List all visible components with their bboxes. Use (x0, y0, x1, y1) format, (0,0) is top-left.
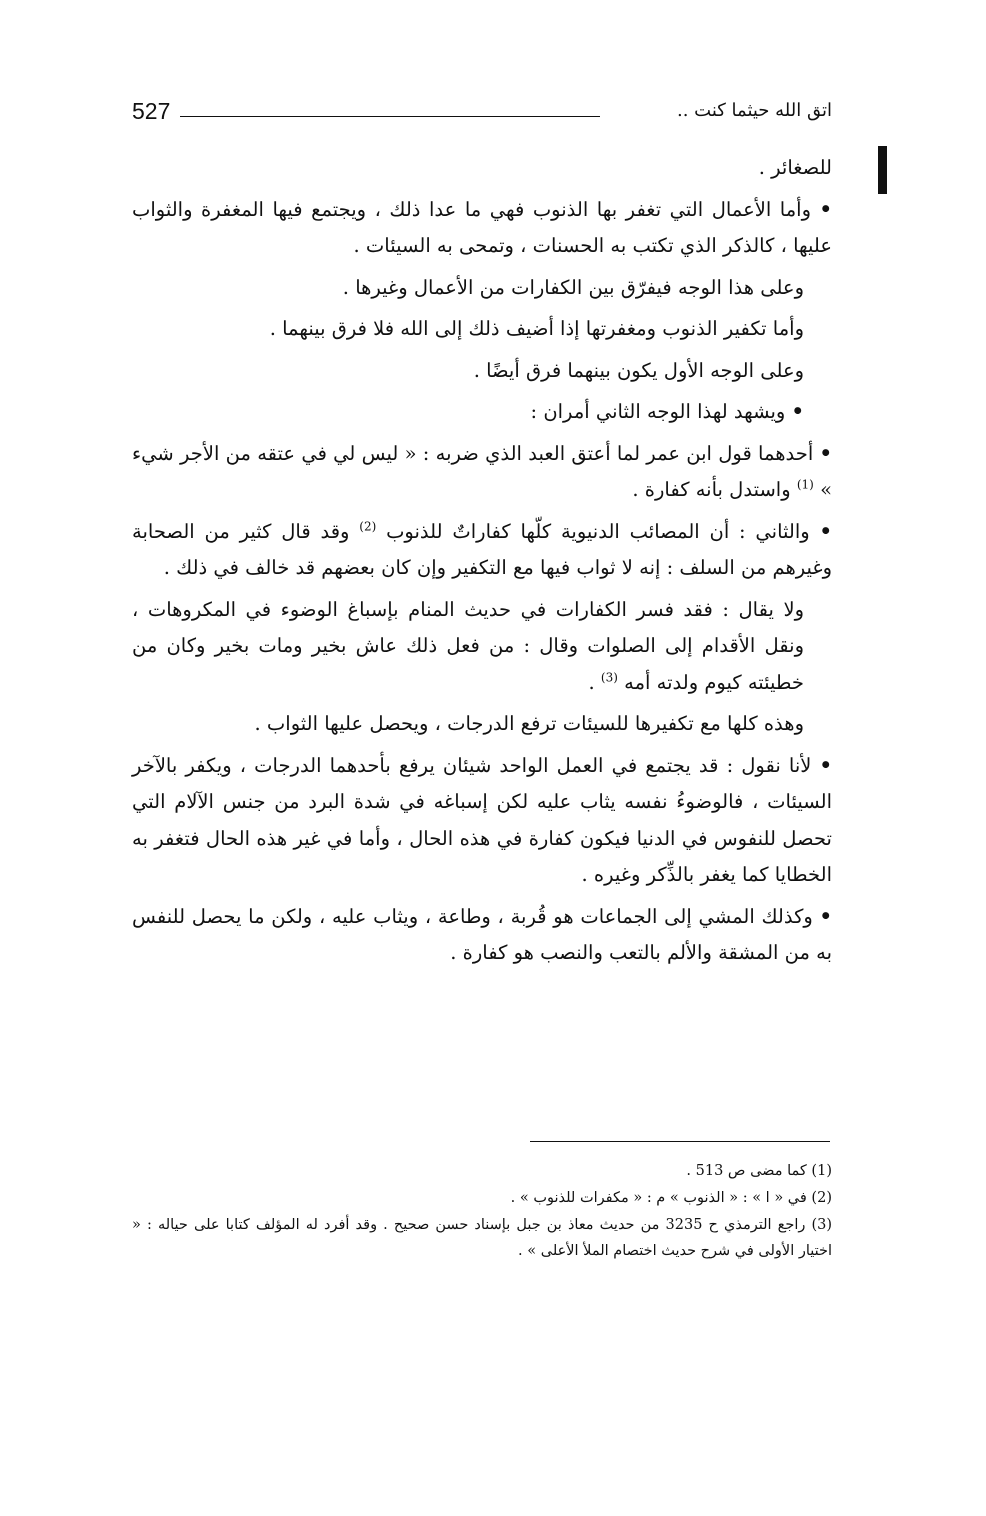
paragraph-text: وأما تكفير الذنوب ومغفرتها إذا أضيف ذلك إلى الله فلا فرق بينهما . (269, 317, 804, 340)
paragraph-text: وعلى الوجه الأول يكون بينهما فرق أيضًا . (473, 358, 804, 382)
paragraph (132, 436, 832, 509)
header-rule (180, 116, 600, 117)
paragraph-text: ولا يقال : فقد فسر الكفارات في حديث المنام بإسباغ الوضوء في المكروهات ، ونقل الأقدام إلى الصلوات وقال : من فعل ذلك عاش بخير ومات بخير وكان من خطيئته كيوم ولدته أمه (132, 597, 804, 694)
paragraph (132, 592, 832, 702)
paragraph (132, 706, 832, 743)
paragraph (132, 150, 832, 187)
running-title: اتق الله حيثما كنت .. (676, 100, 832, 121)
bullet-icon: • (819, 197, 832, 221)
bullet-icon: • (819, 904, 832, 928)
page-header (132, 96, 832, 136)
paragraph-text: للصغائر . (758, 156, 832, 179)
paragraph (132, 394, 832, 431)
main-text (132, 150, 832, 977)
paragraph-text: وكذلك المشي إلى الجماعات هو قُربة ، وطاعة ، ويثاب عليه ، ولكن ما يحصل للنفس به من المشقة والألم بالتعب والنصب هو كفارة . (132, 904, 832, 964)
paragraph-text: وهذه كلها مع تكفيرها للسيئات ترفع الدرجات ، ويحصل عليها الثواب . (254, 712, 804, 735)
footnote-separator (530, 1141, 830, 1142)
paragraph-text: واستدل بأنه كفارة . (632, 478, 791, 501)
footnote-ref: (2) (359, 519, 377, 533)
footnote: (2) في « ا » : « الذنوب » م : « مكفرات للذنوب » . (510, 1190, 832, 1206)
paragraph-text: ويشهد لهذا الوجه الثاني أمران : (530, 400, 786, 423)
paragraph-text: وعلى هذا الوجه فيفرّق بين الكفارات من الأعمال وغيرها . (342, 275, 804, 299)
page-number: 527 (132, 98, 171, 124)
paragraph-text: أحدهما قول ابن عمر لما أعتق العبد الذي ضربه : « ليس لي في عتقه من الأجر شيء » (132, 441, 832, 501)
paragraph-text: . (588, 670, 595, 694)
paragraph (132, 192, 832, 265)
footnote: (3) راجع الترمذي ح 3235 من حديث معاذ بن جبل بإسناد حسن صحيح . وقد أفرد له المؤلف كتابا على حياله : « اختيار الأولى في شرح حديث اختصام الملأ الأعلى » . (132, 1217, 833, 1259)
paragraph (132, 514, 832, 587)
paragraph (132, 270, 832, 307)
paragraph (132, 899, 832, 972)
footnote-ref: (3) (600, 670, 618, 684)
bullet-icon: • (819, 519, 832, 543)
paragraph-text: وقد قال كثير من الصحابة وغيرهم من السلف : إنه لا ثواب فيها مع التكفير وإن كان بعضهم قد خالف في ذلك . (132, 519, 832, 579)
bullet-icon: • (819, 441, 833, 465)
paragraph-text: والثاني : أن المصائب الدنيوية كلّها كفاراتٌ للذنوب (386, 519, 810, 543)
margin-mark (878, 146, 887, 194)
bullet-icon: • (819, 753, 832, 777)
footnote-ref: (1) (796, 477, 814, 492)
paragraph (132, 748, 832, 894)
footnote: (1) كما مضى ص 513 . (686, 1163, 832, 1179)
footnotes (132, 1158, 832, 1265)
paragraph (132, 353, 832, 390)
paragraph (132, 311, 832, 348)
paragraph-text: وأما الأعمال التي تغفر بها الذنوب فهي ما عدا ذلك ، ويجتمع فيها المغفرة والثواب عليها ، كالذكر الذي تكتب به الحسنات ، وتمحى به السيئات . (132, 197, 832, 257)
paragraph-text: لأنا نقول : قد يجتمع في العمل الواحد شيئان يرفع بأحدهما الدرجات ، ويكفر بالآخر السيئات ، فالوضوءُ نفسه يثاب عليه لكن إسباغه في شدة البرد من جنس الآلام التي تحصل للنفوس في الدنيا فيكون كفارة في هذه الحال ، وأما في غير هذه الحال فتغفر به الخطايا كما يغفر بالذِّكر وغيره . (132, 753, 832, 886)
bullet-icon: • (791, 400, 804, 423)
